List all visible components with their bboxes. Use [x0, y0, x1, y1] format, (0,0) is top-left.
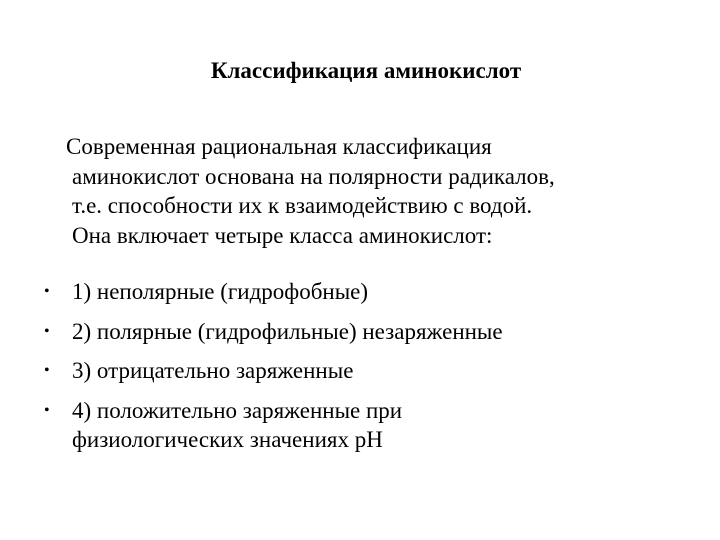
bullet-icon: • — [44, 283, 50, 300]
list-item-text: физиологических значениях pH — [72, 427, 383, 452]
class-list — [0, 277, 720, 465]
bullet-icon: • — [44, 322, 50, 340]
intro-line: Она включает четыре класса аминокислот: — [72, 222, 493, 248]
intro-paragraph — [66, 132, 676, 250]
list-item — [0, 396, 720, 455]
intro-line: аминокислот основана на полярности радикалов, — [72, 163, 555, 189]
list-item-text: 4) положительно заряженные при — [72, 397, 403, 423]
list-item-text: 3) отрицательно заряженные — [72, 358, 354, 383]
list-item — [0, 356, 720, 386]
list-item — [0, 317, 720, 347]
intro-line: т.е. способности их к взаимодействию с водой. — [72, 193, 533, 218]
list-item-text: 1) неполярные (гидрофобные) — [72, 279, 369, 304]
intro-line: Современная рациональная классификация — [66, 134, 492, 159]
list-item-text: 2) полярные (гидрофильные) незаряженные — [72, 318, 503, 344]
slide-title: Классификация аминокислот — [210, 58, 522, 83]
bullet-icon: • — [44, 401, 50, 419]
list-item — [0, 277, 720, 307]
bullet-icon: • — [44, 362, 50, 379]
